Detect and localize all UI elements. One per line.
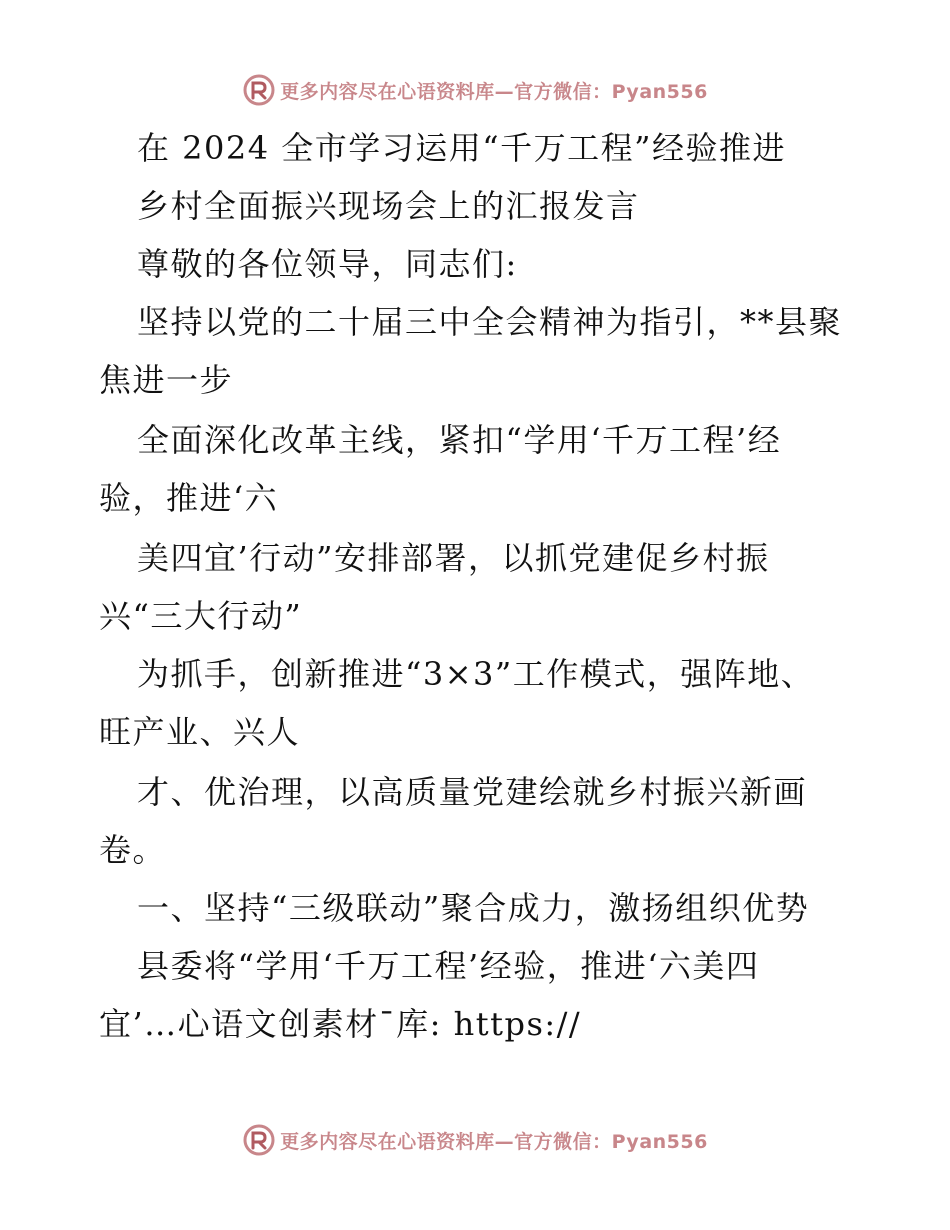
paragraph-line: 才、优治理，以高质量党建绘就乡村振兴新画	[137, 773, 808, 811]
paragraph-line: 验，推进‘六	[99, 479, 279, 517]
section-heading: 一、坚持“三级联动”聚合成力，激扬组织优势	[137, 889, 810, 927]
paragraph-line: 坚持以党的二十届三中全会精神为指引，**县聚	[137, 303, 843, 341]
title-line-1: 在 2024 全市学习运用“千万工程”经验推进	[137, 129, 787, 167]
watermark-text: 更多内容尽在心语资料库—官方微信：Pyan556	[280, 80, 708, 103]
circle-r-logo-icon	[242, 1123, 276, 1157]
paragraph-line: 焦进一步	[99, 361, 234, 399]
paragraph-line: 为抓手，创新推进“3×3”工作模式，强阵地、	[137, 655, 815, 693]
paragraph-line: 旺产业、兴人	[99, 713, 301, 751]
watermark-banner-bottom	[0, 1120, 950, 1160]
watermark-text: 更多内容尽在心语资料库—官方微信：Pyan556	[280, 1130, 708, 1153]
circle-r-logo-icon	[242, 73, 276, 107]
salutation: 尊敬的各位领导，同志们:	[137, 245, 518, 283]
paragraph-line: 宜’…心语文创素材¯库: https://	[99, 1005, 582, 1043]
paragraph-line: 全面深化改革主线，紧扣“学用‘千万工程’经	[137, 421, 782, 459]
paragraph-line: 县委将“学用‘千万工程’经验，推进‘六美四	[137, 947, 760, 985]
paragraph-line: 美四宜’行动”安排部署，以抓党建促乡村振	[137, 539, 770, 577]
paragraph-line: 卷。	[99, 831, 167, 869]
paragraph-line: 兴“三大行动”	[99, 597, 303, 635]
title-line-2: 乡村全面振兴现场会上的汇报发言	[137, 187, 640, 225]
watermark-banner-top	[0, 70, 950, 110]
